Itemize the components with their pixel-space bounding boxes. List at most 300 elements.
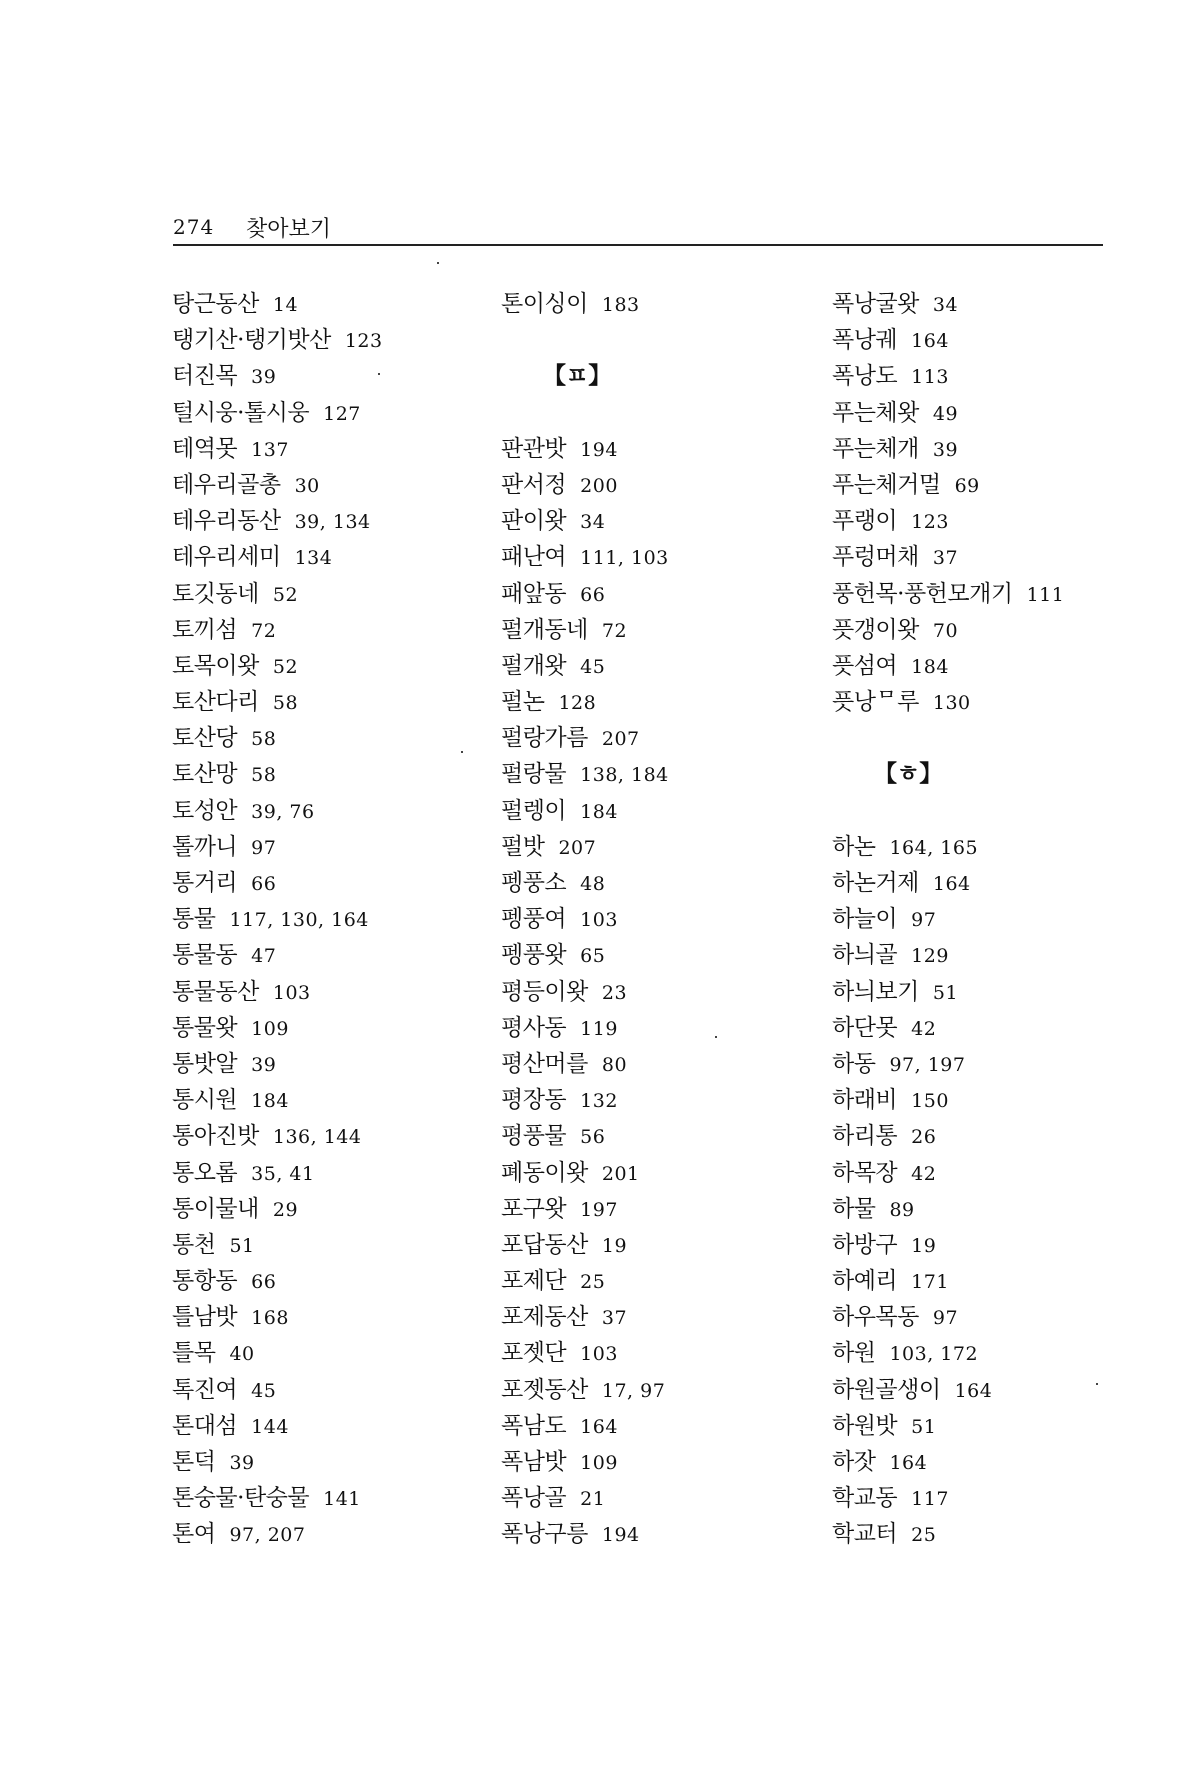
- index-term: 통물동산: [172, 978, 259, 1005]
- index-entry: [501, 467, 821, 503]
- page-references: 168: [251, 1307, 289, 1330]
- index-entry: [172, 793, 492, 829]
- index-entry: [501, 1516, 821, 1552]
- index-term: 푸는체개: [832, 435, 919, 462]
- index-term: 하늬보기: [832, 978, 919, 1005]
- page-references: 37: [932, 547, 959, 570]
- page-references: 164: [889, 1452, 928, 1474]
- page-references: 123: [911, 511, 949, 534]
- index-entry: [832, 1516, 1102, 1552]
- index-term: 터진목: [172, 363, 238, 390]
- page-references: 171: [911, 1271, 949, 1294]
- index-term: 하늘이: [832, 906, 898, 933]
- index-entry: [172, 684, 492, 720]
- page-references: 25: [911, 1524, 937, 1547]
- header-rule: [173, 244, 1103, 246]
- page-references: 39, 134: [294, 511, 371, 534]
- blank-line: [501, 395, 821, 431]
- page-references: 70: [932, 619, 959, 642]
- index-entry: [501, 1263, 821, 1299]
- page-references: 119: [580, 1017, 618, 1040]
- index-term: 통아진밧: [172, 1123, 259, 1150]
- index-entry: [832, 1299, 1102, 1335]
- index-term: 테우리동산: [172, 508, 281, 535]
- page-references: 127: [323, 402, 361, 425]
- index-entry: [501, 1010, 821, 1046]
- page-references: 17, 97: [601, 1379, 666, 1402]
- index-term: 털시웅·톨시웅: [172, 399, 310, 426]
- page-references: 184: [911, 655, 949, 678]
- index-entry: [172, 1155, 492, 1191]
- index-term: 톤이싱이: [501, 291, 588, 317]
- index-term: 패난여: [501, 544, 567, 571]
- index-term: 폐동이왓: [501, 1159, 588, 1186]
- index-entry: [172, 1480, 492, 1516]
- page-references: 45: [580, 655, 606, 678]
- index-term: 폭낭골: [501, 1485, 567, 1512]
- index-term: 펄랑물: [501, 761, 567, 788]
- page-references: 184: [251, 1090, 289, 1113]
- index-term: 통천: [172, 1231, 216, 1258]
- page-references: 164: [911, 330, 949, 353]
- index-entry: [832, 358, 1102, 394]
- index-term: 하동: [832, 1050, 876, 1077]
- index-entry: [172, 865, 492, 901]
- page-references: 26: [911, 1126, 937, 1149]
- index-section-header: 【ㅍ】: [543, 362, 612, 390]
- page-references: 200: [580, 474, 618, 497]
- page-references: 164: [954, 1379, 993, 1402]
- page-references: 134: [294, 547, 333, 570]
- page-references: 109: [580, 1452, 618, 1474]
- index-entry: [172, 576, 492, 612]
- page-references: 19: [601, 1234, 628, 1257]
- index-entry: [501, 1191, 821, 1227]
- page-references: 123: [344, 330, 383, 353]
- page-header: [173, 208, 1103, 248]
- page-references: 194: [601, 1524, 640, 1547]
- scan-speck: [437, 262, 439, 264]
- index-entry: [501, 286, 821, 322]
- page-references: 103: [272, 981, 311, 1004]
- index-term: 하래비: [832, 1087, 898, 1114]
- page-references: 51: [932, 981, 959, 1004]
- page-references: 51: [229, 1234, 255, 1257]
- page-references: 103: [580, 1343, 618, 1366]
- page-references: 52: [272, 583, 299, 606]
- page-references: 29: [272, 1198, 299, 1221]
- index-term: 톤덕: [172, 1449, 216, 1475]
- index-entry: [832, 1046, 1102, 1082]
- index-term: 하잣: [832, 1449, 876, 1475]
- page-references: 58: [272, 692, 299, 715]
- index-term: 하예리: [832, 1268, 898, 1295]
- page-references: 109: [251, 1017, 289, 1040]
- index-entry: [172, 1010, 492, 1046]
- index-term: 테우리세미: [172, 544, 281, 571]
- page-references: 51: [911, 1415, 937, 1438]
- page-references: 66: [251, 1271, 277, 1294]
- scan-speck: [715, 1036, 717, 1038]
- index-entry: [501, 1480, 821, 1516]
- index-term: 톤여: [172, 1521, 216, 1548]
- index-term: 하리통: [832, 1123, 898, 1150]
- index-entry: [172, 1118, 492, 1154]
- index-entry: [172, 1227, 492, 1263]
- index-term: 픗섬여: [832, 652, 898, 679]
- index-term: 틀목: [172, 1340, 216, 1367]
- index-term: 틀남밧: [172, 1304, 238, 1331]
- index-entry: [501, 503, 821, 539]
- index-entry: [172, 1046, 492, 1082]
- page-references: 80: [601, 1053, 628, 1076]
- index-entry: [832, 395, 1102, 431]
- index-term: 통오롬: [172, 1159, 238, 1186]
- page-references: 34: [580, 511, 606, 534]
- index-term: 하우목동: [832, 1304, 919, 1331]
- page-references: 89: [889, 1198, 915, 1221]
- index-entry: [501, 1372, 821, 1408]
- index-term: 토성안: [172, 797, 238, 824]
- index-term: 톤숭물·탄숭물: [172, 1485, 310, 1512]
- index-entry: [501, 612, 821, 648]
- index-entry: [832, 612, 1102, 648]
- index-term: 평사동: [501, 1014, 567, 1041]
- index-entry: [832, 286, 1102, 322]
- index-entry: [172, 431, 492, 467]
- page-references: 130: [932, 692, 971, 715]
- index-term: 하방구: [832, 1231, 898, 1258]
- index-entry: [832, 1010, 1102, 1046]
- index-entry: [172, 648, 492, 684]
- index-entry: [172, 1408, 492, 1444]
- index-entry: [501, 1335, 821, 1371]
- index-entry: [172, 467, 492, 503]
- page-references: 138, 184: [580, 764, 669, 787]
- index-term: 통물왓: [172, 1014, 238, 1041]
- page-references: 42: [911, 1162, 937, 1185]
- page-references: 69: [954, 474, 980, 497]
- index-entry: [501, 1299, 821, 1335]
- index-term: 토산망: [172, 761, 238, 788]
- index-entry: [501, 431, 821, 467]
- index-entry: [501, 1444, 821, 1480]
- index-entry: [832, 1335, 1102, 1371]
- page-references: 113: [911, 366, 949, 389]
- index-term: 테우리골총: [172, 471, 281, 498]
- index-entry: [501, 1408, 821, 1444]
- index-entry: [172, 358, 492, 394]
- scan-speck: [461, 751, 463, 753]
- index-term: 펄개동네: [501, 616, 588, 643]
- page-references: 45: [251, 1379, 277, 1402]
- blank-line: [832, 720, 1102, 756]
- index-term: 토깃동네: [172, 580, 259, 607]
- page-references: 207: [558, 836, 597, 859]
- page-number: 274: [173, 215, 215, 239]
- index-term: 하논: [832, 833, 876, 860]
- page-references: 194: [580, 438, 618, 461]
- page-references: 97: [932, 1307, 959, 1330]
- page-references: 49: [932, 402, 959, 425]
- index-term: 펭풍소: [501, 870, 567, 896]
- index-entry: [172, 829, 492, 865]
- index-entry: [501, 1118, 821, 1154]
- index-entry: [172, 756, 492, 792]
- index-entry: [172, 1299, 492, 1335]
- page-references: 136, 144: [272, 1126, 362, 1149]
- blank-line: [501, 322, 821, 358]
- index-entry: [832, 1480, 1102, 1516]
- page-references: 56: [580, 1126, 606, 1149]
- scan-speck: [1096, 1383, 1098, 1385]
- index-term: 펄밧: [501, 833, 545, 860]
- index-entry: [832, 1191, 1102, 1227]
- index-term: 톡진여: [172, 1376, 238, 1403]
- index-term: 포구왓: [501, 1195, 567, 1222]
- index-term: 픗갱이왓: [832, 616, 919, 643]
- index-term: 포답동산: [501, 1231, 588, 1258]
- index-term: 테역못: [172, 435, 238, 462]
- index-entry: [832, 974, 1102, 1010]
- page-references: 117: [911, 1488, 949, 1511]
- page-references: 39: [251, 366, 277, 389]
- index-entry: [172, 1082, 492, 1118]
- page-references: 164: [932, 873, 971, 895]
- index-entry: [832, 684, 1102, 720]
- index-term: 펄렝이: [501, 797, 567, 824]
- index-entry: [501, 1155, 821, 1191]
- page-references: 39, 76: [251, 800, 315, 823]
- page-references: 19: [911, 1234, 937, 1257]
- page-references: 25: [580, 1271, 606, 1294]
- page-references: 47: [251, 945, 277, 968]
- section-title: 찾아보기: [246, 217, 332, 242]
- index-entry: [501, 865, 821, 901]
- index-entry: [832, 865, 1102, 901]
- index-entry: [172, 1335, 492, 1371]
- page-references: 72: [601, 619, 628, 642]
- index-entry: [501, 1082, 821, 1118]
- index-column-2: [501, 286, 821, 1553]
- index-entry: [501, 974, 821, 1010]
- index-term: 폭남밧: [501, 1449, 567, 1475]
- page-references: 111: [1026, 583, 1065, 606]
- page-references: 144: [251, 1415, 289, 1438]
- index-entry: [172, 1263, 492, 1299]
- index-entry: [172, 974, 492, 1010]
- index-entry: [501, 829, 821, 865]
- index-entry: [501, 539, 821, 575]
- index-entry: [832, 901, 1102, 937]
- page-references: 39: [251, 1053, 277, 1076]
- page-references: 72: [251, 619, 277, 642]
- index-entry: [832, 503, 1102, 539]
- index-entry: [832, 1372, 1102, 1408]
- page-references: 58: [251, 764, 277, 787]
- index-entry: [832, 431, 1102, 467]
- index-term: 판서정: [501, 471, 567, 498]
- index-term: 폭낭도: [832, 363, 898, 390]
- index-entry: [501, 684, 821, 720]
- index-term: 픗낭ᄆ루: [832, 689, 919, 716]
- page-references: 65: [580, 945, 606, 968]
- index-entry: [832, 1227, 1102, 1263]
- page-references: 40: [229, 1343, 255, 1366]
- page-references: 39: [229, 1452, 255, 1474]
- page-references: 117, 130, 164: [229, 909, 369, 932]
- page-references: 58: [251, 728, 277, 751]
- blank-line: [832, 793, 1102, 829]
- index-entry: [832, 648, 1102, 684]
- index-term: 펭풍왓: [501, 942, 567, 969]
- page-references: 128: [558, 692, 597, 715]
- index-term: 펄개왓: [501, 652, 567, 679]
- index-term: 하원: [832, 1340, 876, 1367]
- index-entry: [832, 829, 1102, 865]
- page-references: 201: [601, 1162, 640, 1185]
- index-term: 포제동산: [501, 1304, 588, 1331]
- index-entry: [172, 539, 492, 575]
- index-entry: [501, 648, 821, 684]
- page-references: 37: [601, 1307, 628, 1330]
- index-term: 포젯동산: [501, 1376, 588, 1403]
- index-term: 패앞동: [501, 580, 567, 607]
- index-term: 통이물내: [172, 1195, 259, 1222]
- index-column-1: [172, 286, 492, 1553]
- index-term: 하단못: [832, 1014, 898, 1041]
- index-term: 폭낭굴왓: [832, 291, 919, 317]
- page-references: 97, 207: [229, 1524, 306, 1547]
- index-term: 펄논: [501, 689, 545, 716]
- index-term: 톤대섬: [172, 1412, 238, 1439]
- index-entry: [832, 576, 1102, 612]
- index-term: 푸랭이: [832, 508, 898, 535]
- page-references: 184: [580, 800, 618, 823]
- index-term: 하원밧: [832, 1412, 898, 1439]
- index-entry: [172, 901, 492, 937]
- index-term: 토산다리: [172, 689, 259, 716]
- index-term: 통물동: [172, 942, 238, 969]
- index-entry: [501, 793, 821, 829]
- index-entry: [832, 1263, 1102, 1299]
- index-entry: [501, 756, 821, 792]
- page-references: 66: [251, 873, 277, 895]
- index-entry: [501, 1227, 821, 1263]
- index-term: 토산당: [172, 725, 238, 752]
- scan-speck: [378, 373, 380, 375]
- index-term: 폭낭구릉: [501, 1521, 588, 1548]
- index-entry: [832, 322, 1102, 358]
- page-references: 23: [601, 981, 628, 1004]
- page-references: 66: [580, 583, 606, 606]
- index-term: 통밧알: [172, 1050, 238, 1077]
- index-entry: [172, 503, 492, 539]
- index-entry: [172, 395, 492, 431]
- index-entry: [501, 720, 821, 756]
- index-entry: [172, 720, 492, 756]
- index-term: 학교터: [832, 1521, 898, 1548]
- index-entry: [172, 1444, 492, 1480]
- index-section-header: 【ㅎ】: [874, 760, 943, 788]
- page-references: 111, 103: [580, 547, 669, 570]
- page-references: 39: [932, 438, 959, 461]
- page-references: 52: [272, 655, 299, 678]
- index-term: 푸렁머채: [832, 544, 919, 571]
- index-term: 펄랑가름: [501, 725, 588, 752]
- index-entry: [172, 612, 492, 648]
- page-references: 14: [272, 294, 299, 316]
- index-entry: [832, 1082, 1102, 1118]
- index-entry: [832, 937, 1102, 973]
- index-term: 하원골생이: [832, 1376, 941, 1403]
- index-term: 포젯단: [501, 1340, 567, 1367]
- index-term: 판관밧: [501, 435, 567, 462]
- index-term: 탱기산·탱기밧산: [172, 327, 331, 354]
- index-term: 판이왓: [501, 508, 567, 535]
- index-term: 푸는체왓: [832, 399, 919, 426]
- index-term: 하늬골: [832, 942, 898, 969]
- index-entry: [172, 1191, 492, 1227]
- index-term: 탕근동산: [172, 291, 259, 317]
- page-references: 103: [580, 909, 618, 932]
- index-entry: [501, 937, 821, 973]
- page-references: 164: [580, 1415, 618, 1438]
- page-references: 42: [911, 1017, 937, 1040]
- page-references: 150: [911, 1090, 949, 1113]
- page-references: 35, 41: [251, 1162, 315, 1185]
- index-term: 통항동: [172, 1268, 238, 1295]
- page-references: 97, 197: [889, 1053, 966, 1076]
- index-term: 학교동: [832, 1485, 898, 1512]
- index-term: 통물: [172, 906, 216, 933]
- index-entry: [832, 1444, 1102, 1480]
- index-term: 통시원: [172, 1087, 238, 1114]
- page-references: 197: [580, 1198, 618, 1221]
- index-entry: [172, 322, 492, 358]
- index-entry: [172, 1372, 492, 1408]
- page-references: 21: [580, 1488, 606, 1511]
- index-entry: [832, 1118, 1102, 1154]
- page-references: 164, 165: [889, 836, 979, 859]
- page-references: 132: [580, 1090, 618, 1113]
- index-term: 풍헌목·풍헌모개기: [832, 580, 1013, 607]
- index-term: 푸는체거멀: [832, 471, 941, 498]
- index-term: 펭풍여: [501, 906, 567, 933]
- index-term: 하물: [832, 1195, 876, 1222]
- index-entry: [172, 286, 492, 322]
- page-references: 103, 172: [889, 1343, 979, 1366]
- index-term: 평풍물: [501, 1123, 567, 1150]
- index-term: 평등이왓: [501, 978, 588, 1005]
- index-term: 토목이왓: [172, 652, 259, 679]
- page-references: 30: [294, 474, 320, 497]
- page-references: 183: [601, 294, 640, 316]
- index-term: 평장동: [501, 1087, 567, 1114]
- page-references: 97: [251, 836, 277, 859]
- index-entry: [501, 1046, 821, 1082]
- index-term: 폭남도: [501, 1412, 567, 1439]
- page-references: 48: [580, 873, 606, 895]
- index-term: 폭낭궤: [832, 327, 898, 354]
- page-references: 97: [911, 909, 937, 932]
- page-references: 137: [251, 438, 289, 461]
- page-references: 34: [932, 294, 959, 316]
- index-entry: [501, 901, 821, 937]
- page-references: 207: [601, 728, 640, 751]
- index-entry: [172, 937, 492, 973]
- index-term: 톨까니: [172, 833, 238, 860]
